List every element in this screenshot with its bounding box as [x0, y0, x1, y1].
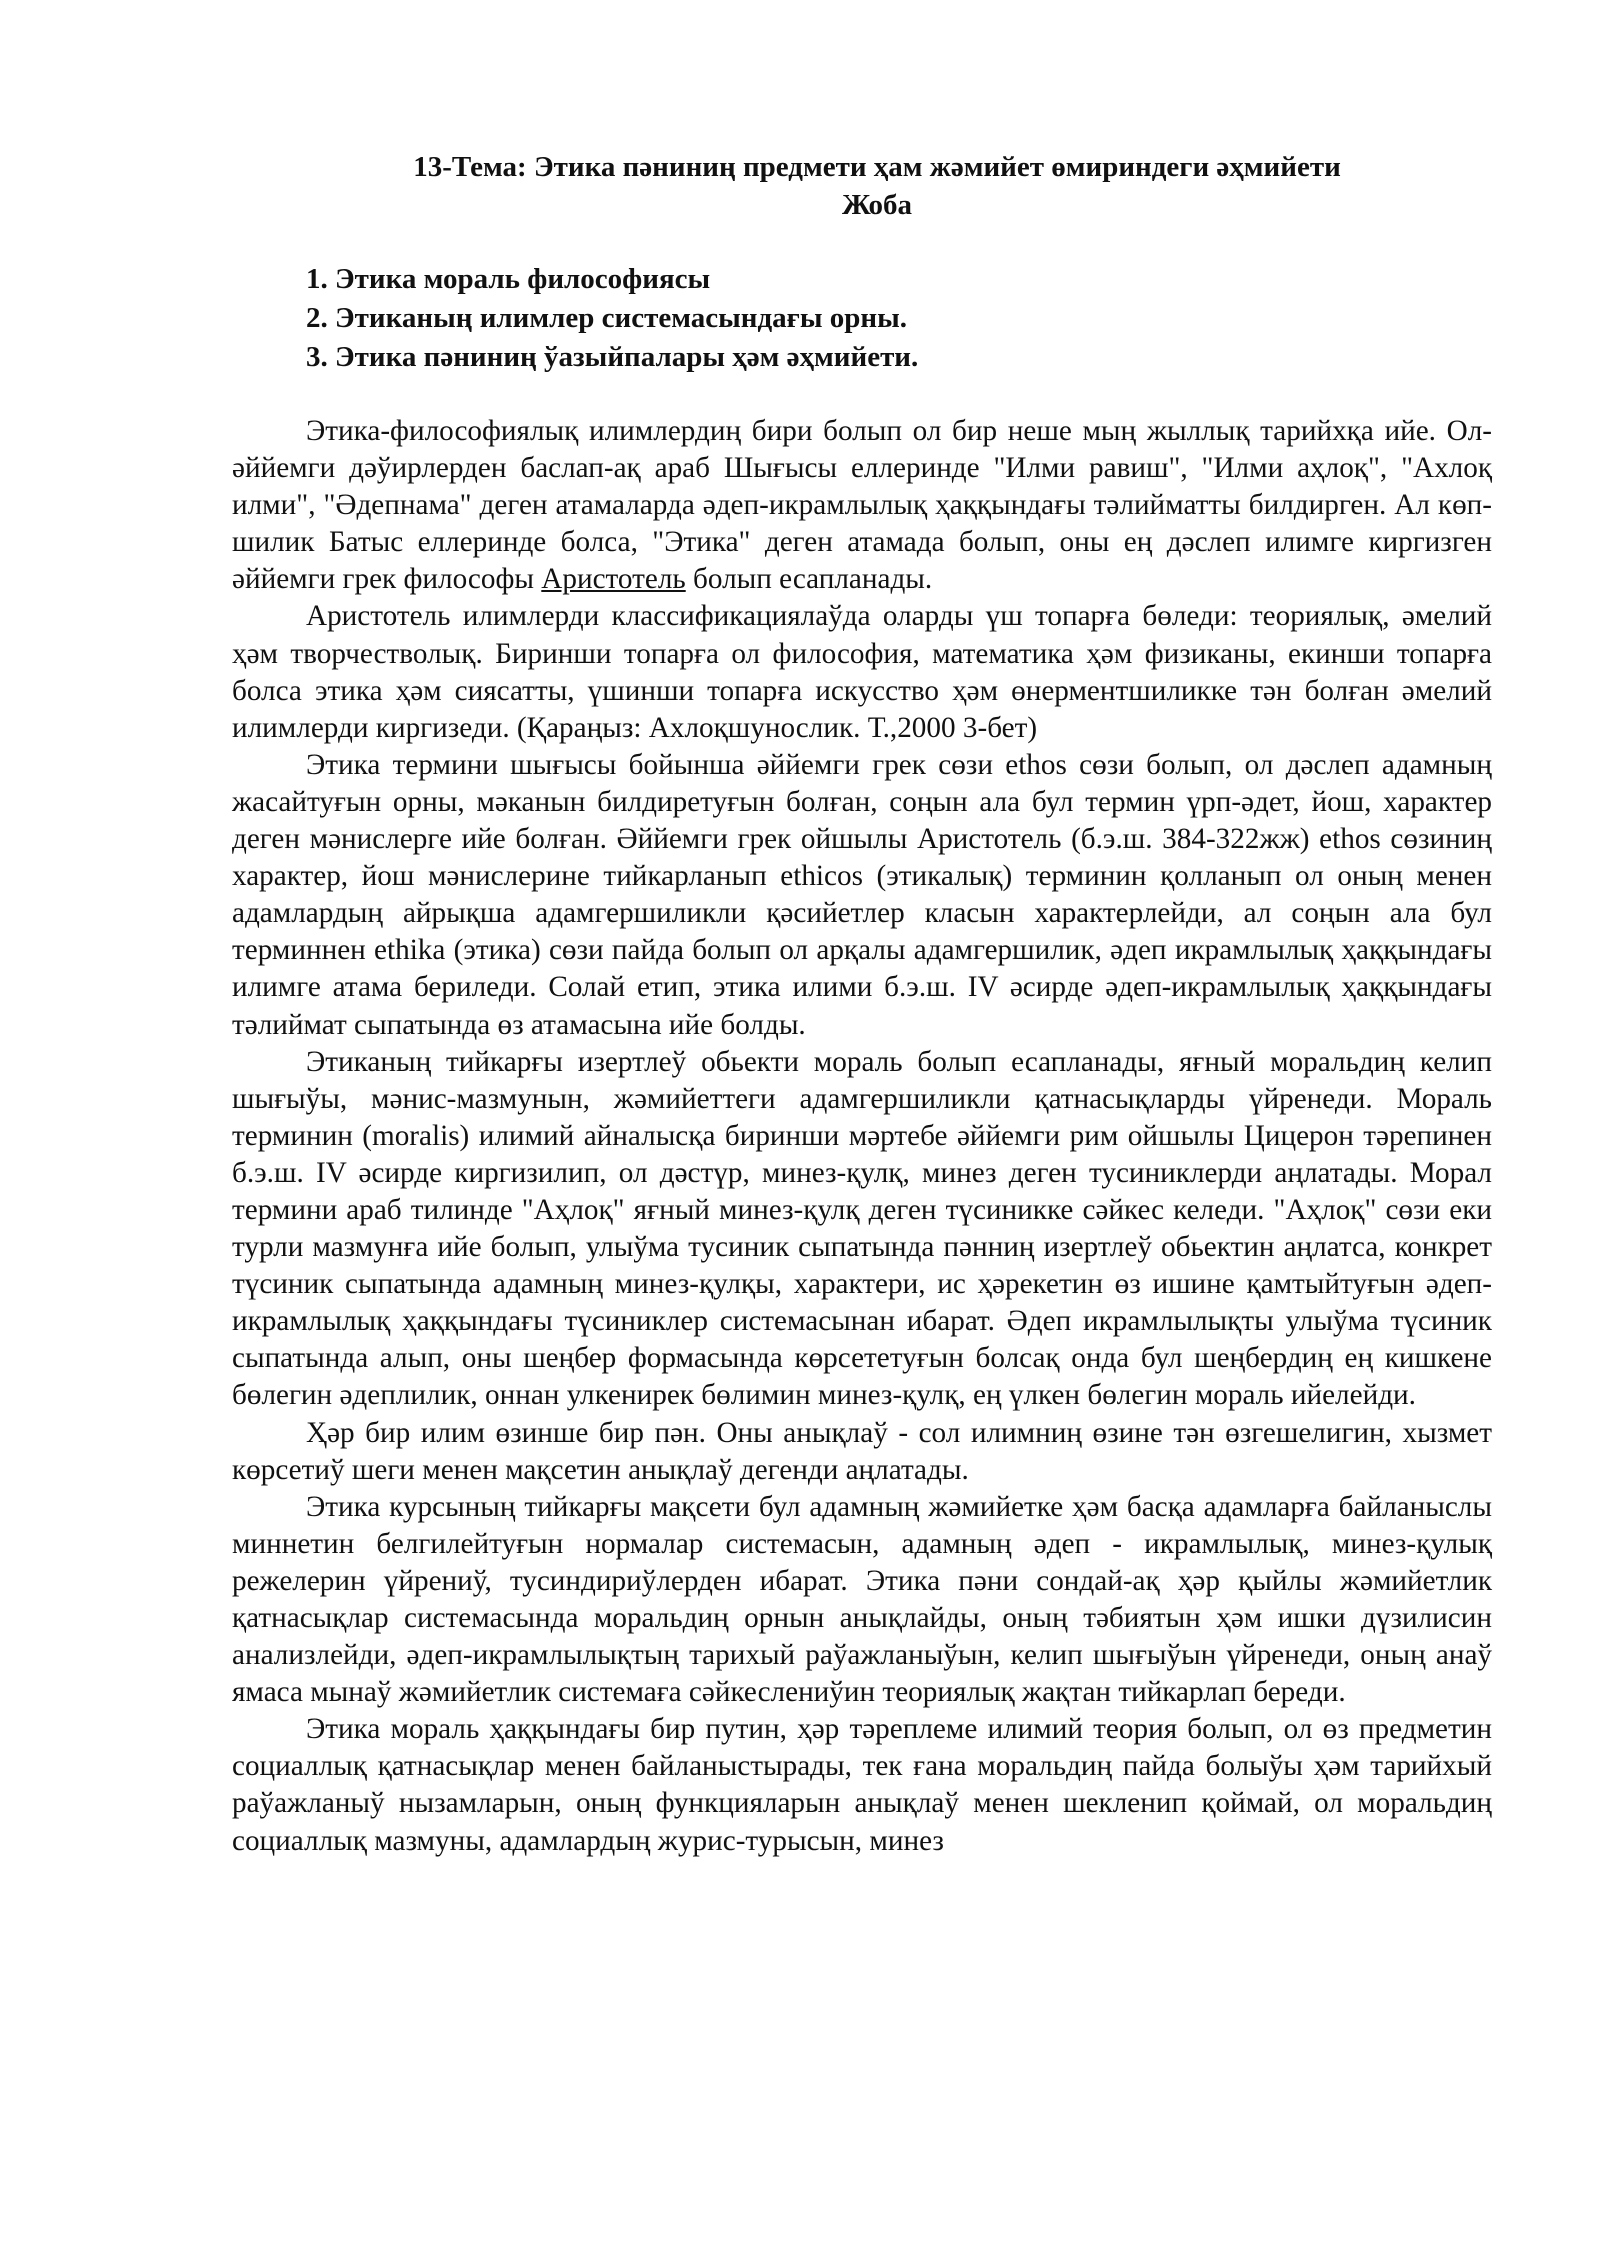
- title-plan-heading: Жоба: [842, 189, 912, 221]
- paragraph: Этика термини шығысы бойынша әййемги грек сөзи ethos сөзи болып, ол дәслеп адамның жасайтуғын орны, мәканын билдиретуғын болған, соңын ала бул термин үрп-әдет, йош, характер деген мәнислерге ийе болған. Әййемги грек ойшылы Аристотель (б.э.ш. 384-322жж) ethos сөзиниң характер, йош мәнислерине тийкарланып ethicos (этикалық) терминин қолланып ол оның менен адамлардың айрықша адамгершиликли қәсийетлер класын характерлейди, ал соңын ала бул терминнен ethika (этика) сөзи пайда болып ол арқалы адамгершилик, әдеп икрамлылық ҳаққындағы илимге атама бериледи. Солай етип, этика илими б.э.ш. IV әсирде әдеп-икрамлылық ҳаққындағы тәлиймат сыпатында өз атамасына ийе болды.: [232, 748, 1492, 1041]
- aristotle-link[interactable]: Аристотель: [541, 563, 686, 596]
- paragraph: Этика курсының тийкарғы мақсети бул адамның жәмийетке ҳәм басқа адамларға байланыслы миннетин белгилейтуғын нормалар системасын, адамның әдеп - икрамлылық, минез-қулық режелерин үйрениў, тусиндириўлерден ибарат. Этика пәни сондай-ақ ҳәр қыйлы жәмийетлик қатнасықлар системасында моральдиң орнын анықлайды, оның тәбиятын ҳәм ишки дүзилисин анализлейди, әдеп-икрамлылықтың тарихый раўажланыўын, келип шығыўын үйренеди, оның анаў ямаса мынаў жәмийетлик системаға сәйкеслениўин теориялық жақтан тийкарлап береди.: [232, 1490, 1492, 1709]
- document-body: [232, 413, 1492, 1860]
- plan-item: 2. Этиканың илимлер системасындағы орны.: [306, 302, 907, 334]
- document-page: [232, 148, 1492, 1860]
- paragraph: [232, 413, 1492, 598]
- paragraph: Этика мораль ҳаққындағы бир путин, ҳәр тәреплеме илимий теория болып, ол өз предметин социаллық қатнасықлар менен байланыстырады, тек ғана моральдиң пайда болыўы ҳәм тарийхый раўажланыў нызамларын, оның функцияларын анықлаў менен шекленип қоймай, ол моральдиң социаллық мазмуны, адамлардың журис-турысын, минез: [232, 1713, 1492, 1857]
- plan-list: [306, 260, 1492, 377]
- paragraph: Аристотель илимлерди классификациялаўда оларды үш топарға бөледи: теориялық, әмелий ҳәм творчестволық. Биринши топарға ол философия, математика ҳәм физиканы, екинши топарға болса этика ҳәм сиясатты, үшинши топарға искусство ҳәм өнерментшиликке тән болған әмелий илимлерди киргизеди. (Қараңыз: Ахлоқшунослик. Т.,2000 3-бет): [232, 600, 1492, 744]
- title-topic: 13-Тема: Этика пәниниң предмети ҳам жәмийет өмириндеги әҳмийети: [413, 151, 1341, 183]
- document-title: [232, 148, 1492, 224]
- plan-item: 1. Этика мораль философиясы: [306, 263, 711, 295]
- paragraph: Этиканың тийкарғы изертлеў обьекти мораль болып есапланады, яғный моральдиң келип шығыўы, мәнис-мазмунын, жәмийеттеги адамгершиликли қатнасықларды үйренеди. Мораль терминин (moralis) илимий айналысқа биринши мәртебе әййемги рим ойшылы Цицерон тәрепинен б.э.ш. IV әсирде киргизилип, ол дәстүр, минез-қулқ, минез деген тусиниклерди аңлатады. Морал термини араб тилинде "Аҳлоқ" яғный минез-қулқ деген түсиникке сәйкес келеди. "Аҳлоқ" сөзи еки турли мазмунға ийе болып, улыўма тусиник сыпатында пәнниң изертлеў обьектин аңлатса, конкрет түсиник сыпатында адамның минез-қулқы, характери, ис ҳәрекетин өз ишине қамтыйтуғын әдеп-икрамлылық ҳаққындағы түсиниклер системасынан ибарат. Әдеп икрамлылықты улыўма түсиник сыпатында алып, оны шеңбер формасында көрсететуғын болсақ онда бул шеңбердиң ең кишкене бөлегин әдеплилик, оннан улкенирек бөлимин минез-қулқ, ең үлкен бөлегин мораль ийелейди.: [232, 1045, 1492, 1412]
- paragraph: Ҳәр бир илим өзинше бир пән. Оны анықлаў - сол илимниң өзине тән өзгешелигин, хызмет көрсетиў шеги менен мақсетин анықлаў дегенди аңлатады.: [232, 1416, 1492, 1486]
- paragraph-text: болып есапланады.: [685, 563, 933, 596]
- plan-item: 3. Этика пәниниң ўазыйпалары ҳәм әҳмийети.: [306, 341, 919, 373]
- paragraph-text: Этика-философиялық илимлердиң бири болып ол бир неше мың жыллық тарийхқа ийе. Ол- әййемги дәўирлерден баслап-ақ араб Шығысы еллеринде "Илми равиш", "Илми аҳлоқ", "Ахлоқ илми", "Әдепнама" деген атамаларда әдеп-икрамлылық ҳаққындағы тәлийматты билдирген. Ал көп-шилик Батыс еллеринде болса, "Этика" деген атамада болып, оны ең дәслеп илимге киргизген әййемги грек философы: [232, 415, 1492, 596]
